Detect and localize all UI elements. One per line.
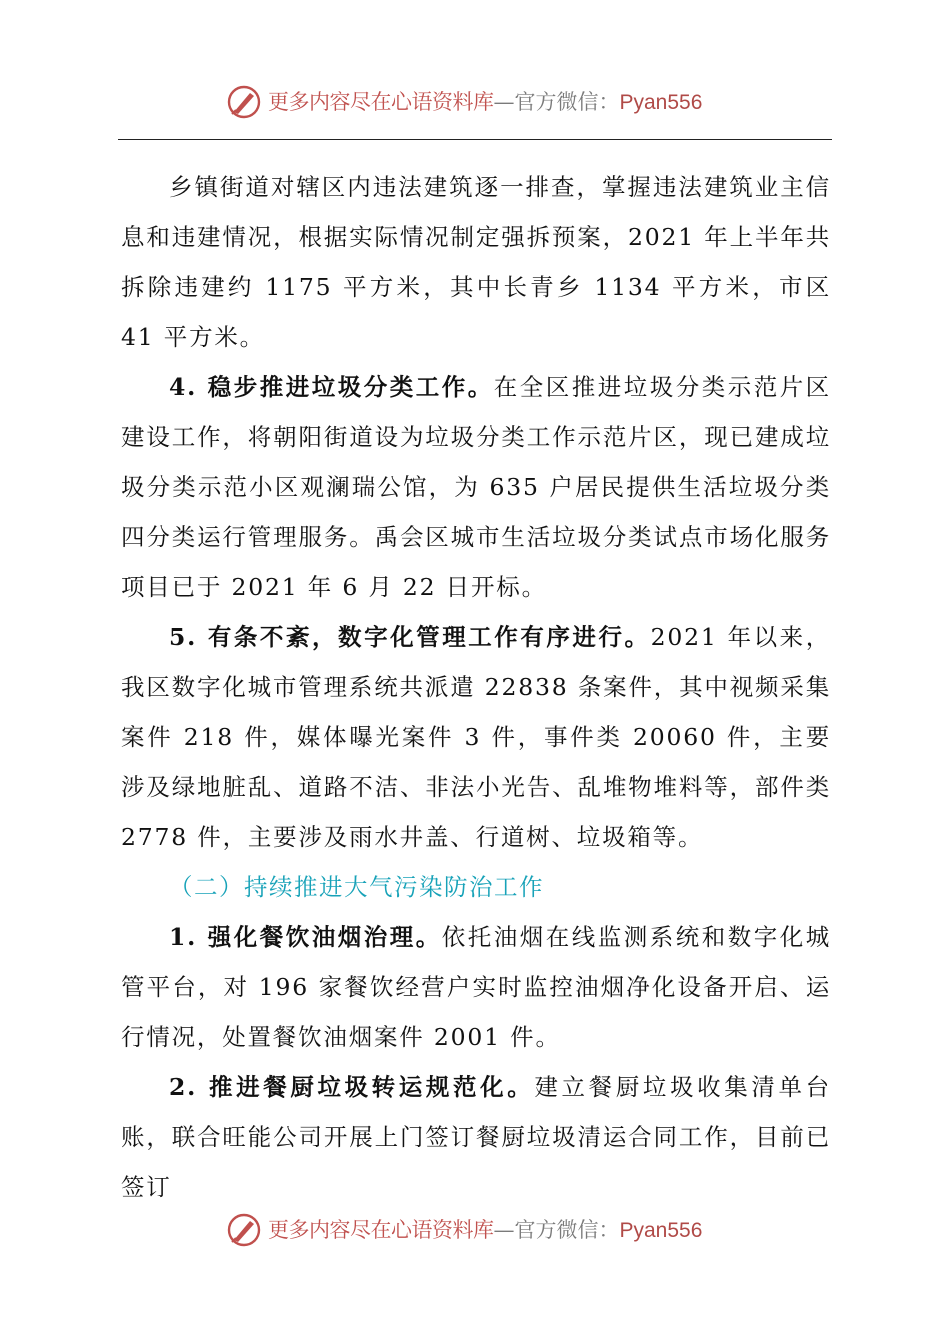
banner-text [268,1215,702,1246]
paragraph-lead: 4. 稳步推进垃圾分类工作。 [169,373,494,401]
banner-slogan: 更多内容尽在心语资料库 [268,1218,494,1242]
banner-wechat-id: Pyan556 [619,1219,703,1242]
banner-slogan: 更多内容尽在心语资料库 [268,90,494,114]
paragraph-cooking-fumes: 1. 强化餐饮油烟治理。依托油烟在线监测系统和数字化城管平台，对 196 家餐饮经营户实时监控油烟净化设备开启、运行情况，处置餐饮油烟案件 2001 件。 [121,923,831,1051]
footer-banner [0,1208,950,1252]
paragraph-garbage-sorting: 4. 稳步推进垃圾分类工作。在全区推进垃圾分类示范片区建设工作，将朝阳街道设为垃圾分类工作示范片区，现已建成垃圾分类示范小区观澜瑞公馆，为 635 户居民提供生活垃圾分类四分类运行管理服务。禹会区城市生活垃圾分类试点市场化服务项目已于 2021 年 6 月 22 日开标。 [121,373,831,601]
paragraph-lead: 2. 推进餐厨垃圾转运规范化。 [169,1073,535,1101]
quill-logo-icon [226,84,262,120]
banner-dash: — [493,1218,515,1242]
banner-wechat-label: 官方微信： [514,90,620,114]
paragraph-demolition: 乡镇街道对辖区内违法建筑逐一排查，掌握违法建筑业主信息和违建情况，根据实际情况制定强拆预案，2021 年上半年共拆除违建约 1175 平方米，其中长青乡 1134 平方米，市区 41 平方米。 [121,173,831,351]
paragraph-kitchen-waste: 2. 推进餐厨垃圾转运规范化。建立餐厨垃圾收集清单台账，联合旺能公司开展上门签订餐厨垃圾清运合同工作，目前已签订 [121,1073,831,1201]
banner-wechat-id: Pyan556 [619,91,703,114]
banner-text [268,87,702,118]
quill-logo-icon [226,1212,262,1248]
document-body [121,162,831,1212]
banner-wechat-label: 官方微信： [514,1218,620,1242]
section-heading: （二）持续推进大气污染防治工作 [169,873,544,901]
header-banner [0,80,950,124]
header-divider [118,139,832,140]
paragraph-lead: 1. 强化餐饮油烟治理。 [169,923,442,951]
paragraph-digital-management: 5. 有条不紊，数字化管理工作有序进行。2021 年以来，我区数字化城市管理系统共派遣 22838 条案件，其中视频采集案件 218 件，媒体曝光案件 3 件，事件类 20060 件，主要涉及绿地脏乱、道路不洁、非法小光告、乱堆物堆料等，部件类 2778 件，主要涉及雨水井盖、行道树、垃圾箱等。 [121,623,832,851]
banner-dash: — [493,90,515,114]
paragraph-lead: 5. 有条不紊，数字化管理工作有序进行。 [169,623,651,651]
